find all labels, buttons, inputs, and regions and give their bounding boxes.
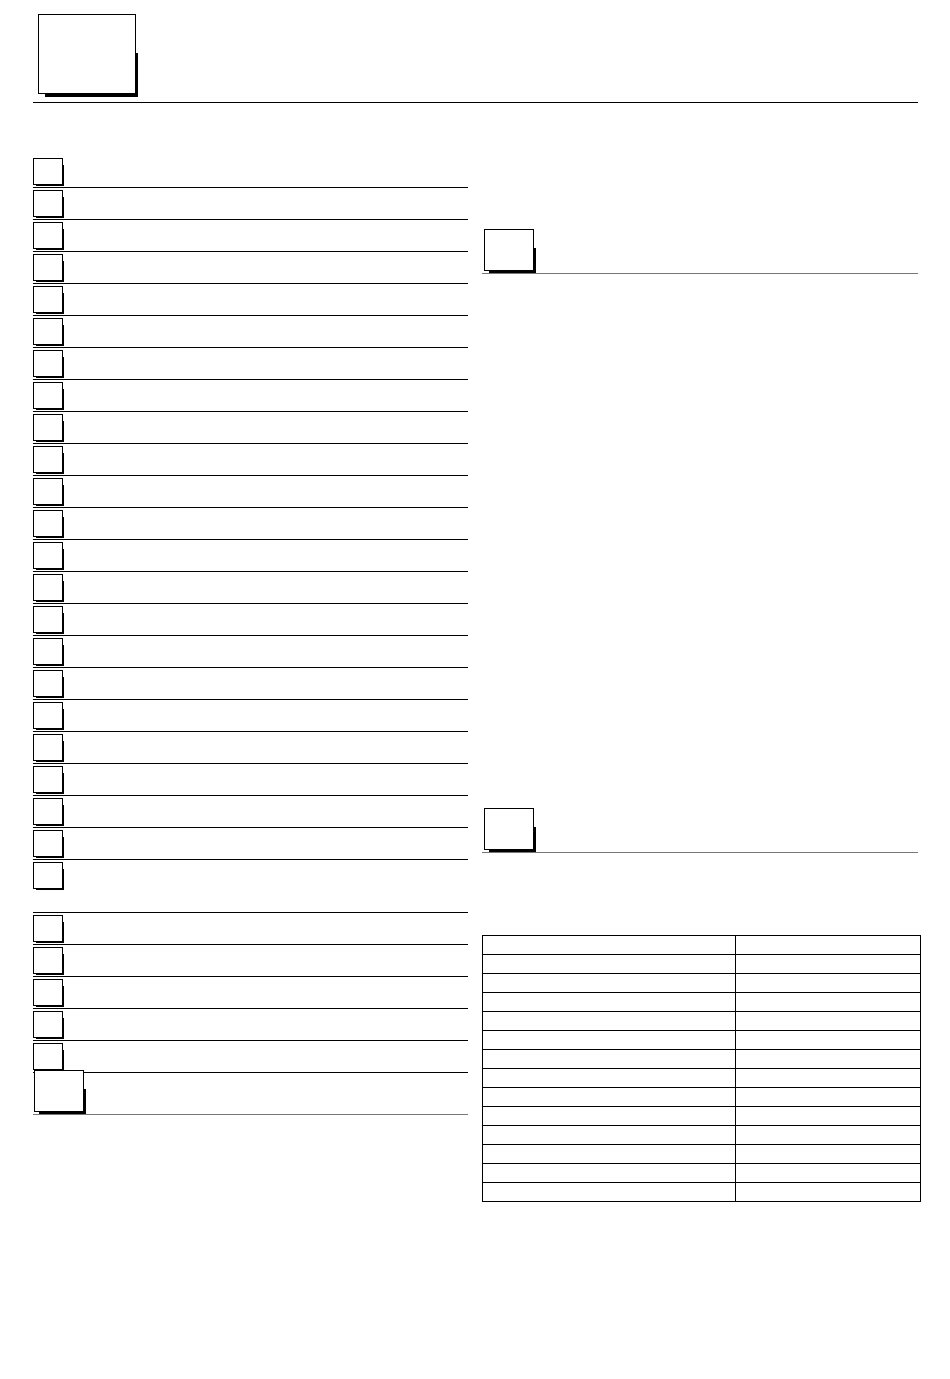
list-item [33,1009,468,1041]
list-item [33,380,468,412]
item-number-box [33,702,63,729]
list-item [33,252,468,284]
table-cell-value [736,1031,921,1050]
list-item [33,156,468,188]
table-cell-value [736,1050,921,1069]
table-cell-label [483,1145,736,1164]
table-cell-label [483,1107,736,1126]
table-row [483,1069,921,1088]
table-cell-value [736,993,921,1012]
list-item [33,540,468,572]
item-number-box [33,798,63,825]
section-rule-left [33,1114,468,1115]
list-item [33,945,468,977]
table-cell-value [736,974,921,993]
item-number-box [33,1011,63,1038]
list-item [33,412,468,444]
list-item [33,284,468,316]
item-number-box [33,254,63,281]
header-rule [33,102,918,103]
list-item [33,604,468,636]
list-item [33,188,468,220]
item-number-box [33,766,63,793]
item-number-box [33,862,63,889]
table-row [483,1145,921,1164]
section-number-box-right-top [484,229,534,271]
item-number-box [33,414,63,441]
table-cell-value [736,936,921,955]
list-item [33,508,468,540]
data-table [482,935,921,1202]
table-cell-label [483,1050,736,1069]
table-row [483,1050,921,1069]
table-row [483,1088,921,1107]
table-row [483,993,921,1012]
item-number-box [33,542,63,569]
table-cell-value [736,1164,921,1183]
table-cell-label [483,1069,736,1088]
list-item [33,348,468,380]
list-item [33,828,468,860]
table-cell-label [483,1164,736,1183]
list-item [33,572,468,604]
item-number-box [33,1043,63,1070]
table-row [483,1012,921,1031]
table-cell-label [483,974,736,993]
item-number-box [33,830,63,857]
table-row [483,1126,921,1145]
table-cell-label [483,1012,736,1031]
item-number-box [33,638,63,665]
section-number-box-right-middle [484,808,534,850]
list-item [33,1041,468,1073]
table-cell-value [736,1069,921,1088]
list-item [33,860,468,913]
section-rule-right-middle [482,852,918,853]
item-number-box [33,734,63,761]
table-row [483,955,921,974]
table-cell-value [736,1183,921,1202]
item-number-box [33,318,63,345]
table-row [483,936,921,955]
list-item [33,220,468,252]
table-row [483,1183,921,1202]
item-number-box [33,574,63,601]
table-cell-value [736,955,921,974]
list-item [33,316,468,348]
table-cell-value [736,1088,921,1107]
table-cell-label [483,1183,736,1202]
list-item [33,764,468,796]
table-cell-label [483,993,736,1012]
table-cell-label [483,955,736,974]
section-rule-right-top [482,273,918,274]
table-cell-value [736,1107,921,1126]
item-number-box [33,510,63,537]
list-item [33,913,468,945]
item-number-box [33,382,63,409]
list-item [33,700,468,732]
item-number-box [33,222,63,249]
chapter-number-box [38,14,136,94]
table-cell-label [483,1088,736,1107]
item-number-box [33,478,63,505]
table-row [483,974,921,993]
list-item [33,444,468,476]
list-item [33,732,468,764]
item-number-box [33,286,63,313]
item-number-box [33,947,63,974]
table-row [483,1031,921,1050]
item-number-box [33,158,63,185]
table-cell-value [736,1012,921,1031]
section-number-box-left [34,1070,84,1112]
table-cell-value [736,1145,921,1164]
list-item [33,977,468,1009]
table-cell-label [483,1126,736,1145]
item-number-box [33,979,63,1006]
table-row [483,1107,921,1126]
list-item [33,796,468,828]
table-cell-label [483,936,736,955]
item-number-box [33,606,63,633]
item-number-box [33,350,63,377]
list-item [33,636,468,668]
item-number-box [33,190,63,217]
contents-list [33,156,468,1073]
item-number-box [33,670,63,697]
table-cell-value [736,1126,921,1145]
table-row [483,1164,921,1183]
table-cell-label [483,1031,736,1050]
item-number-box [33,915,63,942]
list-item [33,668,468,700]
item-number-box [33,446,63,473]
list-item [33,476,468,508]
